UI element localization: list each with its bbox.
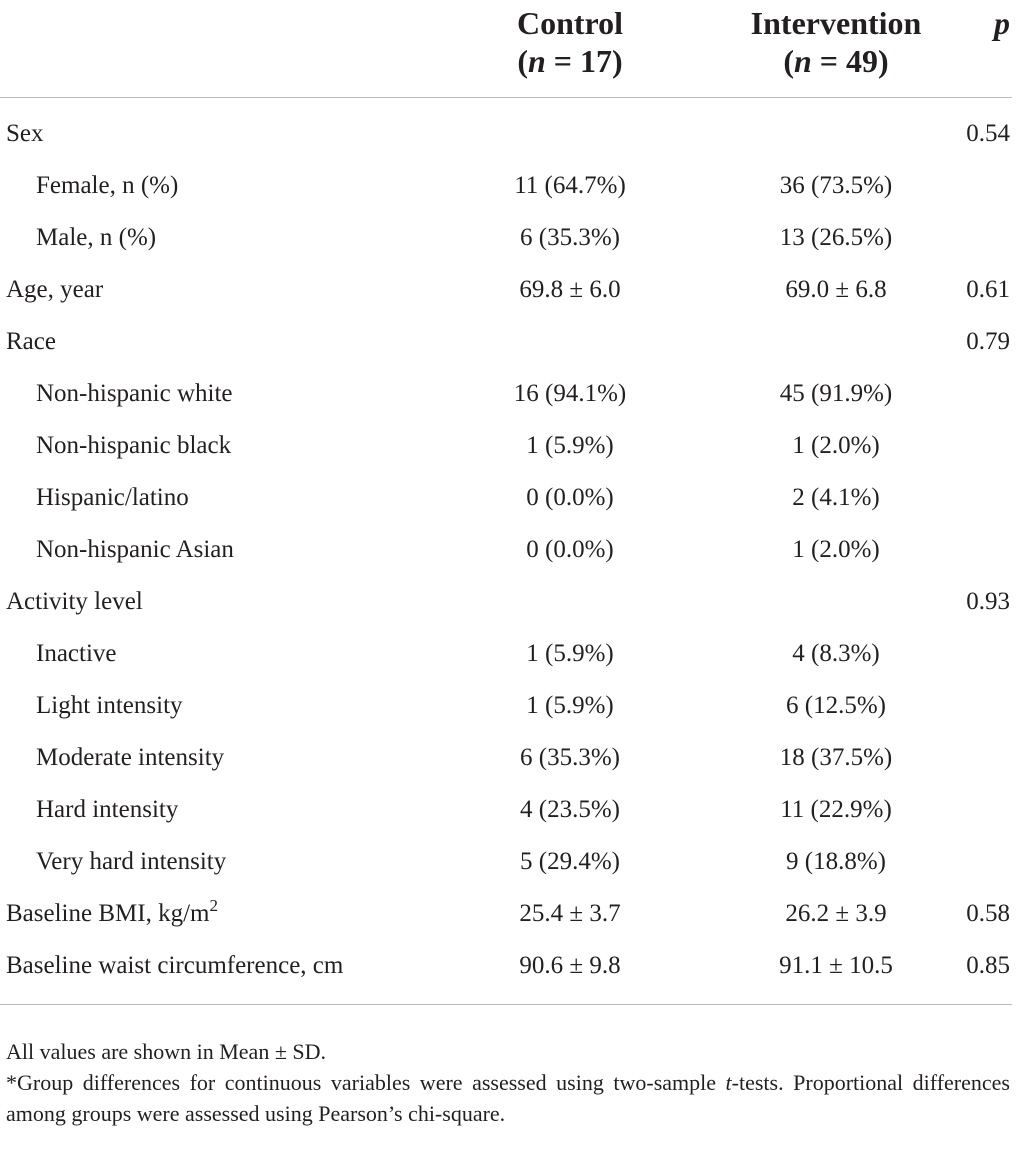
- p-value: [942, 680, 1012, 732]
- row-label: [0, 420, 430, 472]
- table-row: [0, 784, 1012, 836]
- header-p-value: p: [942, 0, 1012, 98]
- row-label: [0, 888, 430, 940]
- intervention-value: 2 (4.1%): [792, 484, 880, 511]
- p-value: [942, 160, 1012, 212]
- row-label-text: Baseline BMI, kg/m: [6, 900, 210, 927]
- table-row: [0, 524, 1012, 576]
- header-label-cell: [0, 0, 430, 98]
- row-label: [0, 628, 430, 680]
- header-intervention-n: [783, 43, 888, 79]
- header-control-n-open: (: [517, 43, 528, 79]
- table-row: [0, 160, 1012, 212]
- control-value: 90.6 ± 9.8: [430, 940, 670, 1005]
- row-label-text: Non-hispanic Asian: [36, 536, 234, 563]
- table-header: [0, 0, 1012, 98]
- p-value: [942, 784, 1012, 836]
- row-label-text: Male, n (%): [36, 224, 157, 251]
- header-intervention-n-open: (: [783, 43, 794, 79]
- row-label: [0, 98, 430, 161]
- table-footnotes: [6, 1036, 1010, 1129]
- row-label: [0, 368, 430, 420]
- p-value: 0.79: [966, 328, 1010, 355]
- header-intervention-n-var: n: [793, 43, 812, 79]
- table-row: [0, 98, 1012, 161]
- row-label-text: Inactive: [36, 640, 117, 667]
- p-value: 0.58: [966, 900, 1010, 927]
- footnote-tests: [6, 1067, 1010, 1129]
- intervention-value: 1 (2.0%): [792, 536, 880, 563]
- intervention-value: 36 (73.5%): [779, 172, 893, 199]
- control-value: 11 (64.7%): [514, 172, 626, 199]
- control-value: 1 (5.9%): [526, 640, 614, 667]
- p-value: [942, 836, 1012, 888]
- table-row: [0, 836, 1012, 888]
- table-row: [0, 264, 1012, 316]
- table-row: [0, 576, 1012, 628]
- intervention-value: 91.1 ± 10.5: [670, 940, 942, 1005]
- row-label: [0, 316, 430, 368]
- intervention-value: 11 (22.9%): [780, 796, 892, 823]
- row-label-text: Very hard intensity: [36, 848, 227, 875]
- intervention-value: [670, 576, 942, 628]
- row-label: [0, 784, 430, 836]
- control-value: 0 (0.0%): [526, 536, 614, 563]
- p-value: [942, 628, 1012, 680]
- row-label-text: Race: [6, 328, 56, 355]
- control-value: 69.8 ± 6.0: [519, 276, 621, 303]
- control-value: 0 (0.0%): [526, 484, 614, 511]
- table-row: [0, 368, 1012, 420]
- p-value: [942, 732, 1012, 784]
- row-label-text: Activity level: [6, 588, 143, 615]
- p-value: 0.93: [966, 588, 1010, 615]
- table-row: [0, 212, 1012, 264]
- header-row: [0, 0, 1012, 98]
- row-label-superscript: 2: [209, 896, 218, 915]
- header-intervention: [670, 0, 942, 98]
- header-control-n-var: n: [527, 43, 546, 79]
- table-row: [0, 472, 1012, 524]
- footnote-tests-part1: *Group differences for continuous variables were assessed using two-sample: [6, 1070, 726, 1095]
- header-intervention-n-value: = 49): [811, 43, 889, 79]
- header-control: [430, 0, 670, 98]
- row-label-text: Baseline waist circumference, cm: [6, 952, 344, 979]
- row-label-text: Age, year: [6, 276, 104, 303]
- table-body: [0, 98, 1012, 1005]
- intervention-value: 18 (37.5%): [779, 744, 893, 771]
- header-intervention-title: Intervention: [750, 5, 922, 41]
- header-control-n-value: = 17): [545, 43, 623, 79]
- row-label: [0, 940, 430, 1005]
- intervention-value: 26.2 ± 3.9: [785, 900, 887, 927]
- row-label: [0, 680, 430, 732]
- control-value: [430, 316, 670, 368]
- control-value: [430, 576, 670, 628]
- table-row: [0, 940, 1012, 1005]
- footnote-mean-sd: All values are shown in Mean ± SD.: [6, 1039, 327, 1064]
- control-value: 1 (5.9%): [526, 692, 614, 719]
- table-row: [0, 680, 1012, 732]
- control-value: 25.4 ± 3.7: [519, 900, 621, 927]
- intervention-value: [670, 316, 942, 368]
- table-row: [0, 888, 1012, 940]
- row-label-text: Sex: [6, 120, 44, 147]
- control-value: 1 (5.9%): [526, 432, 614, 459]
- p-value: 0.85: [942, 940, 1012, 1005]
- control-value: 6 (35.3%): [520, 224, 620, 251]
- intervention-value: 13 (26.5%): [779, 224, 893, 251]
- control-value: 5 (29.4%): [520, 848, 620, 875]
- control-value: 4 (23.5%): [520, 796, 620, 823]
- row-label: [0, 524, 430, 576]
- intervention-value: 6 (12.5%): [786, 692, 886, 719]
- intervention-value: 9 (18.8%): [786, 848, 886, 875]
- header-control-title: Control: [516, 5, 624, 41]
- intervention-value: 69.0 ± 6.8: [785, 276, 887, 303]
- control-value: [430, 98, 670, 161]
- control-value: 16 (94.1%): [513, 380, 627, 407]
- row-label-text: Moderate intensity: [36, 744, 225, 771]
- row-label: [0, 472, 430, 524]
- row-label: [0, 836, 430, 888]
- row-label-text: Non-hispanic black: [36, 432, 232, 459]
- row-label-text: Non-hispanic white: [36, 380, 233, 407]
- intervention-value: 4 (8.3%): [792, 640, 880, 667]
- p-value: [942, 420, 1012, 472]
- row-label: [0, 732, 430, 784]
- p-value: [942, 524, 1012, 576]
- p-value: [942, 368, 1012, 420]
- intervention-value: 45 (91.9%): [779, 380, 893, 407]
- intervention-value: [670, 98, 942, 161]
- intervention-value: 1 (2.0%): [792, 432, 880, 459]
- p-value: [942, 212, 1012, 264]
- row-label: [0, 212, 430, 264]
- row-label: [0, 264, 430, 316]
- table-row: [0, 316, 1012, 368]
- row-label-text: Hard intensity: [36, 796, 179, 823]
- p-value: 0.54: [966, 120, 1010, 147]
- footnote-tests-part2: -tests. Proportional differences among groups were assessed using Pearson’s chi-square.: [6, 1070, 1010, 1126]
- header-control-n: [517, 43, 622, 79]
- control-value: 6 (35.3%): [520, 744, 620, 771]
- row-label: [0, 160, 430, 212]
- table-row: [0, 732, 1012, 784]
- row-label-text: Female, n (%): [36, 172, 179, 199]
- table-row: [0, 420, 1012, 472]
- row-label-text: Hispanic/latino: [36, 484, 189, 511]
- p-value: [942, 472, 1012, 524]
- p-value: 0.61: [966, 276, 1010, 303]
- row-label: [0, 576, 430, 628]
- row-label-text: Light intensity: [36, 692, 183, 719]
- footnote-tests-italic: t: [725, 1070, 732, 1095]
- table-row: [0, 628, 1012, 680]
